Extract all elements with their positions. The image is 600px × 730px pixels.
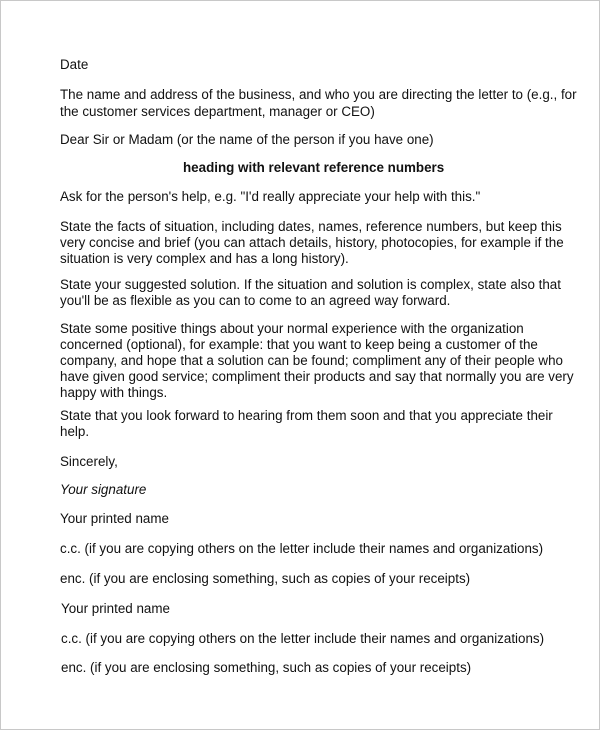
closing-line: State that you look forward to hearing from them soon and that you appreciate their — [60, 408, 553, 423]
positive-line: State some positive things about your normal experience with the organization — [60, 321, 524, 336]
cc-line: c.c. (if you are copying others on the letter include their names and organizations) — [60, 541, 544, 556]
positive-line: have given good service; compliment their products and say that normally you are very — [60, 369, 574, 384]
reference-heading: heading with relevant reference numbers — [183, 160, 445, 175]
facts-line: very concise and brief (you can attach details, history, photocopies, for example if the — [60, 235, 564, 250]
solution-line: you'll be as flexible as you can to come to an agreed way forward. — [60, 293, 451, 308]
solution-line: State your suggested solution. If the situation and solution is complex, state also that — [60, 277, 561, 292]
closing-line: help. — [60, 424, 90, 439]
signature-placeholder: Your signature — [60, 482, 147, 497]
positive-line: happy with things. — [60, 385, 168, 400]
positive-line: concerned (optional), for example: that you want to keep being a customer of the — [60, 337, 538, 352]
salutation: Dear Sir or Madam (or the name of the person if you have one) — [60, 132, 434, 147]
signoff: Sincerely, — [60, 454, 118, 469]
recipient-line: The name and address of the business, and who you are directing the letter to (e.g., for — [60, 87, 577, 102]
ask-help-paragraph: Ask for the person's help, e.g. "I'd really appreciate your help with this." — [60, 189, 481, 204]
printed-name: Your printed name — [60, 511, 169, 526]
facts-line: State the facts of situation, including dates, names, reference numbers, but keep this — [60, 219, 562, 234]
facts-line: situation is very complex and has a long history). — [60, 251, 349, 266]
date-line: Date — [60, 57, 89, 72]
enc-line: enc. (if you are enclosing something, such as copies of your receipts) — [60, 571, 471, 586]
cc-line: c.c. (if you are copying others on the letter include their names and organizations) — [61, 631, 545, 646]
recipient-line: the customer services department, manager or CEO) — [60, 104, 375, 119]
printed-name: Your printed name — [61, 601, 170, 616]
positive-line: company, and hope that a solution can be found; compliment any of their people who — [60, 353, 563, 368]
enc-line: enc. (if you are enclosing something, such as copies of your receipts) — [61, 660, 472, 675]
